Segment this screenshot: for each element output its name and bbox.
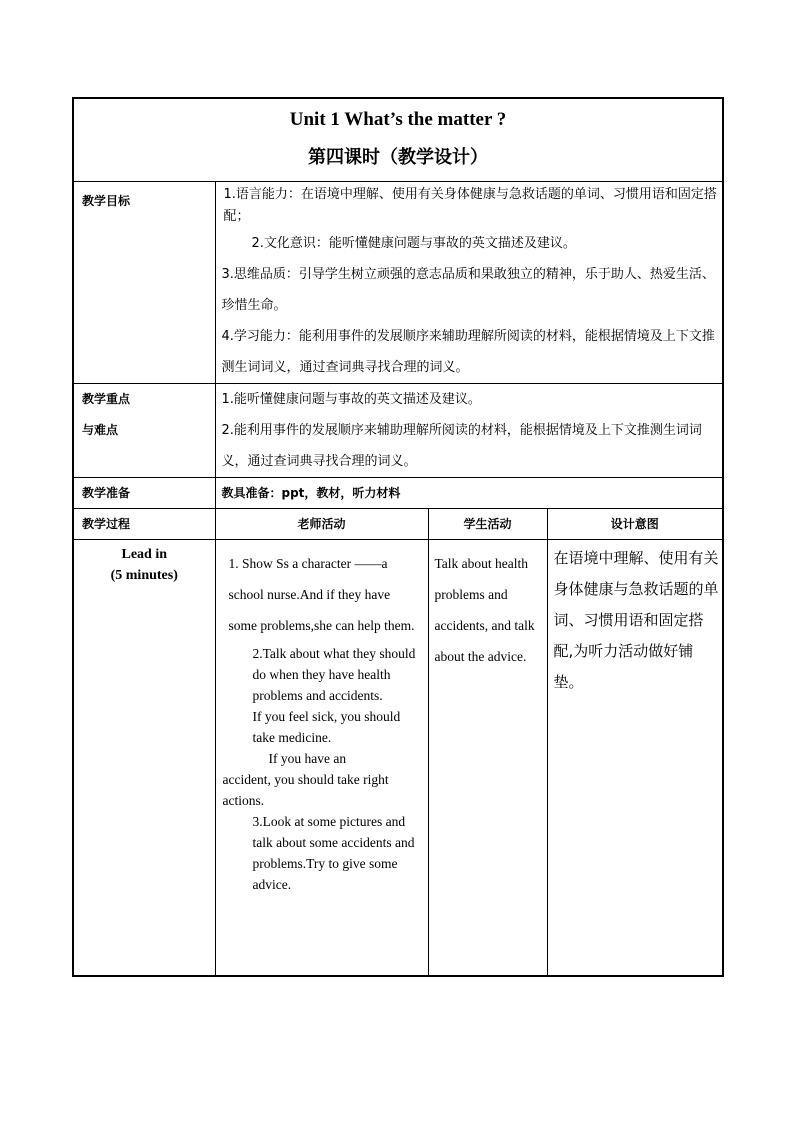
student-activity-cell: Talk about health problems and accidents, and talk about the advice. — [428, 540, 547, 976]
key-points-label-line2: 与难点 — [82, 423, 119, 437]
stage-duration: (5 minutes) — [110, 568, 178, 583]
teacher-activity-item: 3.Look at some pictures and talk about some accidents and problems.Try to give some advice. — [252, 814, 415, 892]
preparation-value: 教具准备：ppt，教材，听力材料 — [215, 478, 723, 509]
stage-name: Lead in — [121, 547, 167, 562]
preparation-row — [73, 478, 723, 509]
key-points-label-line1: 教学重点 — [82, 392, 131, 406]
key-point-item: 2.能利用事件的发展顺序来辅助理解所阅读的材料，能根据情境及上下文推测生词词义，通过查词典寻找合理的词义。 — [221, 423, 702, 469]
teacher-activity-item: 1. Show Ss a character ——a school nurse.And if they have some problems,she can help them. — [228, 556, 415, 633]
objective-item: 3.思维品质：引导学生树立顽强的意志品质和果敢独立的精神，乐于助人、热爱生活、珍惜生命。 — [221, 267, 715, 313]
teacher-activity-item: 2.Talk about what they should do when they have health problems and accidents. — [252, 646, 416, 703]
design-intent-cell: 在语境中理解、使用有关身体健康与急救话题的单词、习惯用语和固定搭配,为听力活动做好铺垫。 — [547, 540, 723, 976]
teacher-activity-example: If you have an — [268, 751, 347, 766]
stage-cell — [73, 540, 215, 976]
key-points-row — [73, 384, 723, 478]
objective-item: 1.语言能力：在语境中理解、使用有关身体健康与急救话题的单词、习惯用语和固定搭配； — [223, 187, 717, 224]
lesson-plan-table — [72, 97, 724, 977]
student-activity-header: 学生活动 — [428, 509, 547, 540]
teacher-activity-cell — [215, 540, 428, 976]
unit-title: Unit 1 What’s the matter ? — [289, 109, 507, 130]
key-points-label — [73, 384, 215, 478]
design-intent-header: 设计意图 — [547, 509, 723, 540]
objective-item: 4.学习能力：能利用事件的发展顺序来辅助理解所阅读的材料，能根据情境及上下文推测生词词义，通过查词典寻找合理的词义。 — [221, 329, 715, 375]
key-point-item: 1.能听懂健康问题与事故的英文描述及建议。 — [221, 392, 481, 407]
teacher-activity-header: 老师活动 — [215, 509, 428, 540]
lesson-plan-document — [72, 97, 722, 977]
preparation-label: 教学准备 — [73, 478, 215, 509]
objectives-content — [215, 182, 723, 384]
title-row — [73, 98, 723, 182]
title-cell — [73, 98, 723, 182]
key-points-content — [215, 384, 723, 478]
lesson-subtitle: 第四课时（教学设计） — [308, 147, 489, 168]
stage-header: 教学过程 — [73, 509, 215, 540]
objectives-row — [73, 182, 723, 384]
process-header-row — [73, 509, 723, 540]
objectives-label: 教学目标 — [73, 182, 215, 384]
teacher-activity-example: accident, you should take right actions. — [222, 772, 389, 808]
process-row — [73, 540, 723, 976]
objective-item: 2.文化意识：能听懂健康问题与事故的英文描述及建议。 — [251, 236, 576, 251]
teacher-activity-example: If you feel sick, you should take medicine. — [252, 709, 401, 745]
